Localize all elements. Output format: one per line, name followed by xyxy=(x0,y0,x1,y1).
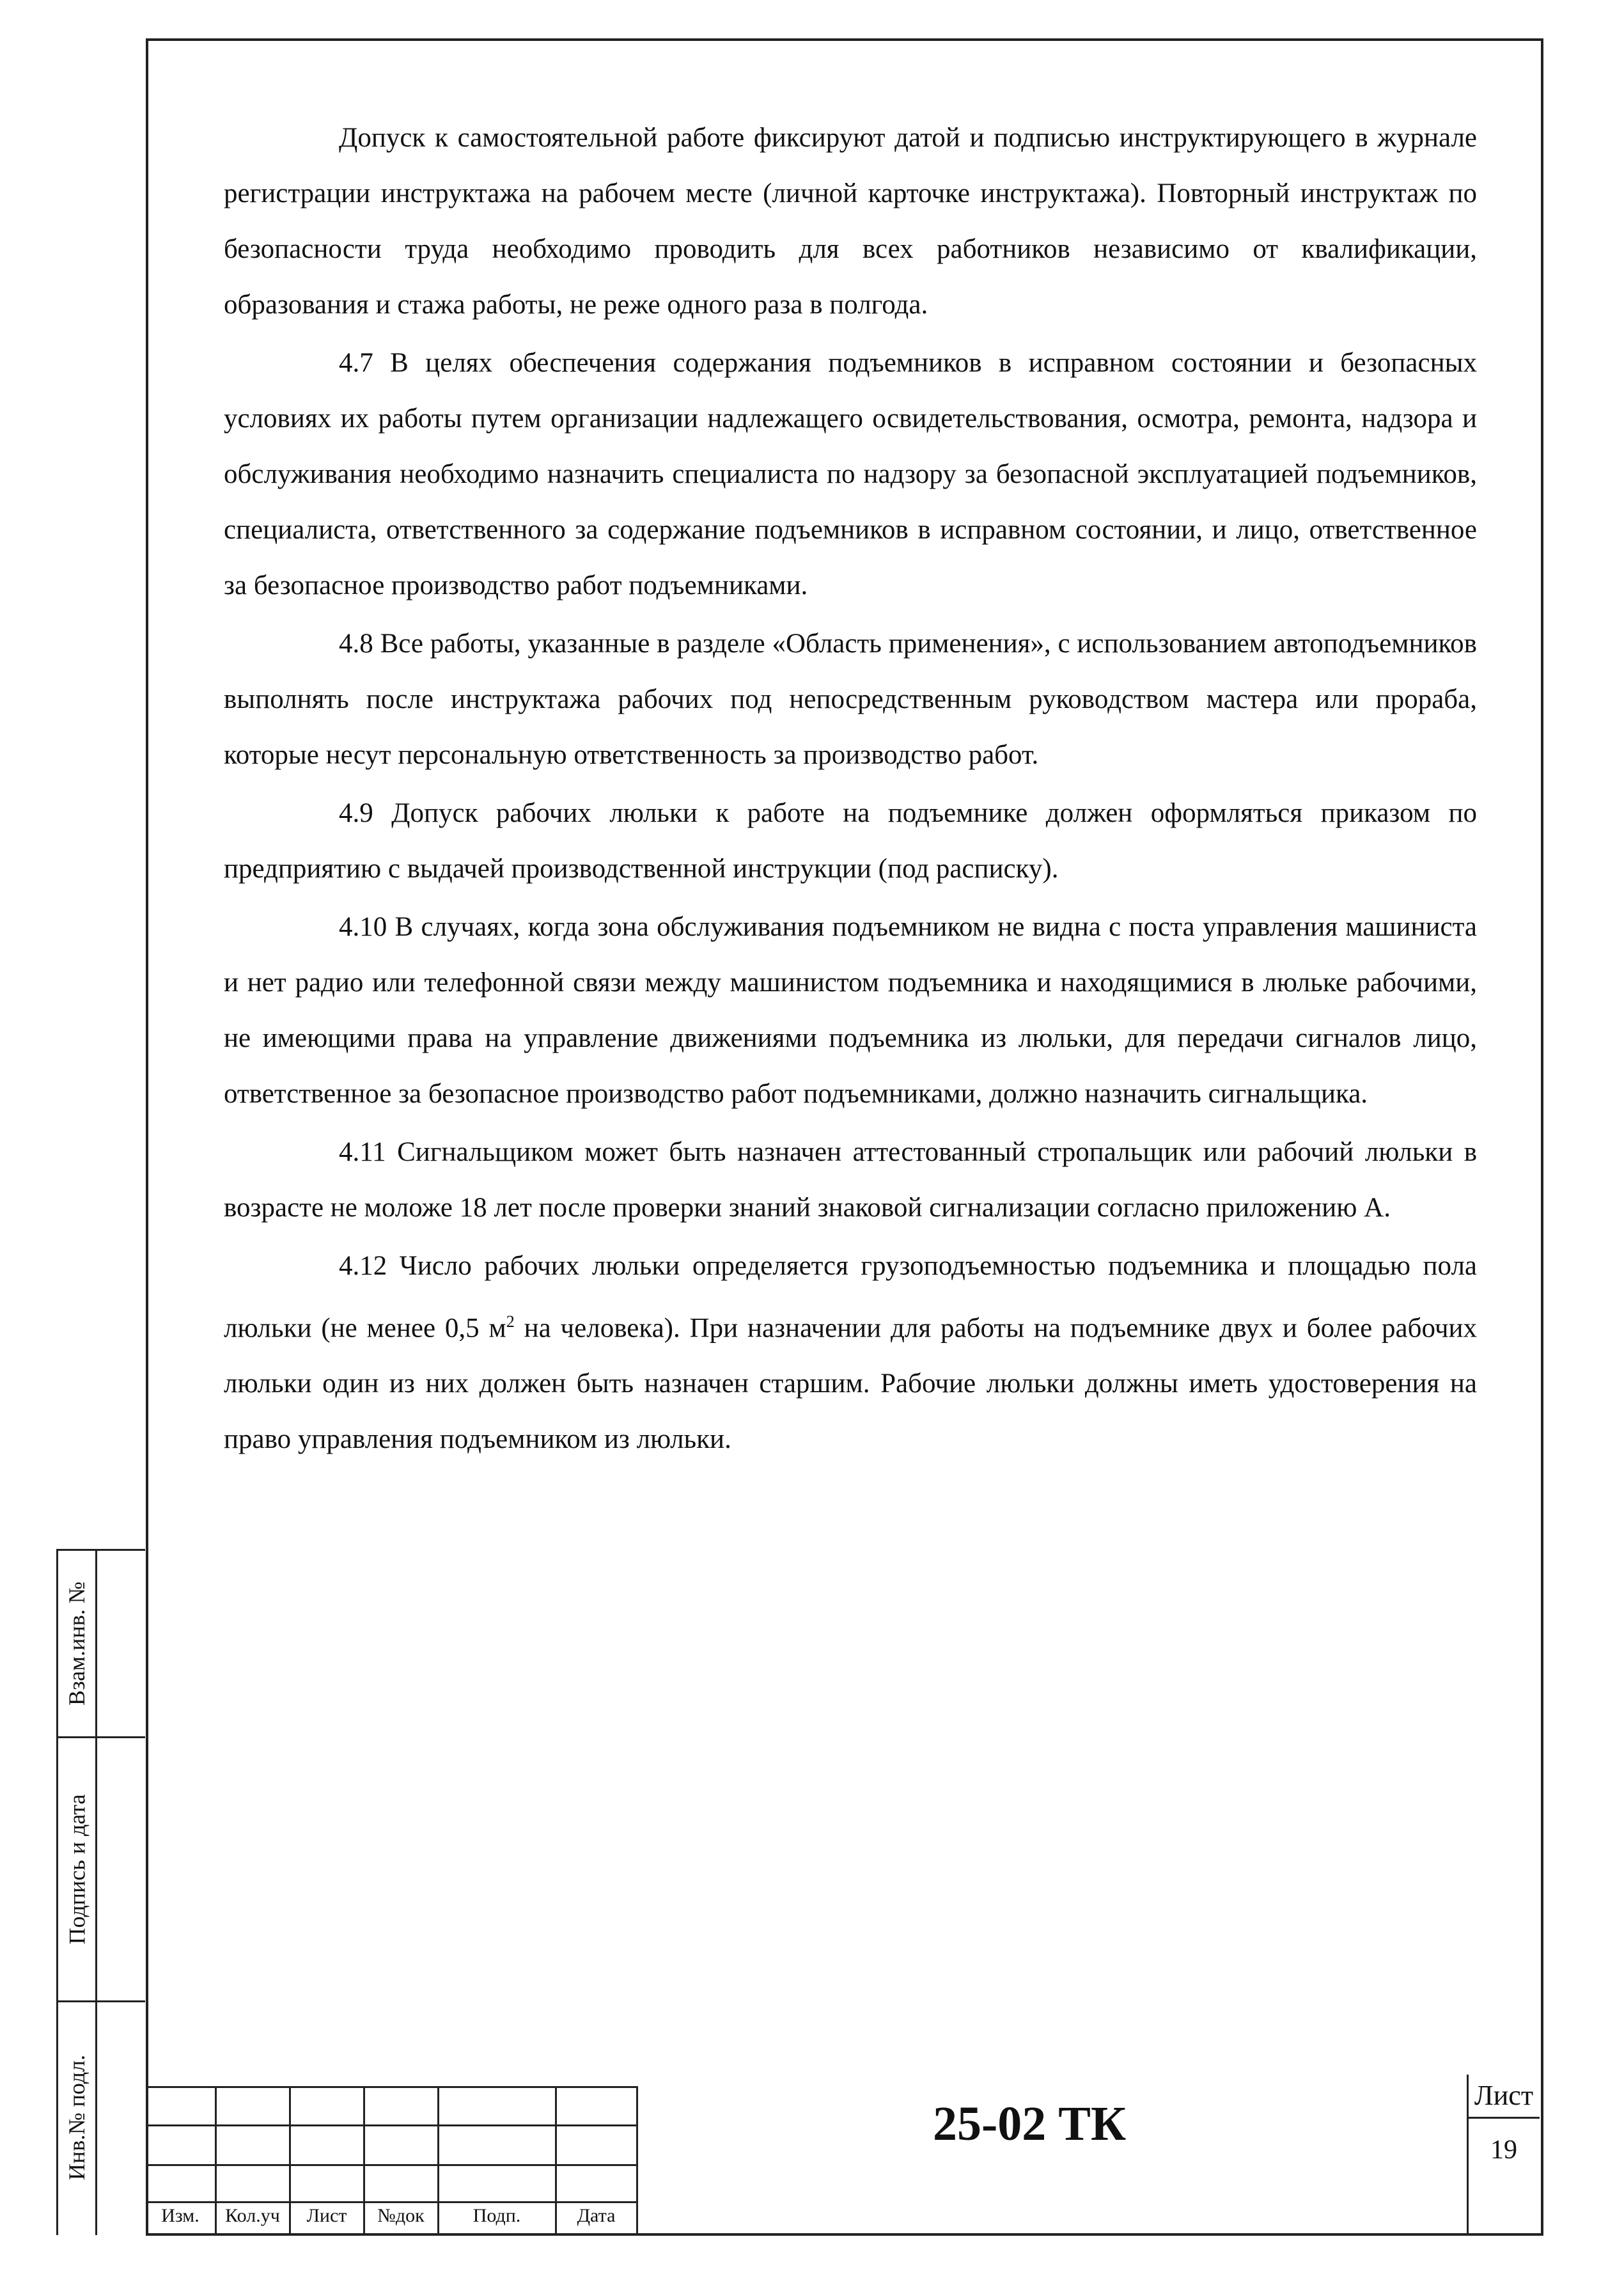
col-ndok: №док xyxy=(377,2205,425,2226)
col-kol-uch: Кол.уч xyxy=(225,2205,280,2226)
col-podp: Подп. xyxy=(472,2205,521,2226)
paragraph-admission: Допуск к самостоятельной работе фиксируют датой и подписью инструктирующего в журнале регистрации инструктажа на рабочем месте (личной карточке инструктажа). Повторный инструктаж по безопасности труда необходимо проводить для всех работников независимо от квалификации, образования и стажа работы, не реже одного раза в полгода. xyxy=(224,123,1477,320)
document-body xyxy=(224,110,1477,1467)
paragraph-4-12-part1: 4.12 Число рабочих люльки определяется грузоподъемностью подъемника и площадью пола люльки (не менее 0,5 м xyxy=(224,1251,1477,1344)
side-stamp-strip xyxy=(56,1549,145,2235)
superscript-2: 2 xyxy=(506,1312,515,1331)
paragraph-4-10: 4.10 В случаях, когда зона обслуживания подъемником не видна с поста управления машиниста и нет радио или телефонной связи между машинистом подъемника и находящимися в люльке рабочими, не имеющими права на управление движениями подъемника из люльки, для передачи сигналов лицо, ответственное за безопасное производство работ подъемниками, должно назначить сигнальщика. xyxy=(224,912,1477,1109)
paragraph-4-8: 4.8 Все работы, указанные в разделе «Область применения», с использованием автоподъемников выполнять после инструктажа рабочих под непосредственным руководством мастера или прораба, которые несут персональную ответственность за производство работ. xyxy=(224,629,1477,770)
document-code: 25-02 ТК xyxy=(932,2097,1127,2151)
sheet-label: Лист xyxy=(1468,2075,1540,2119)
title-block xyxy=(146,2086,638,2233)
col-data: Дата xyxy=(577,2205,616,2226)
signature-date-label: Подпись и дата xyxy=(64,1794,90,1945)
paragraph-4-11: 4.11 Сигнальщиком может быть назначен аттестованный стропальщик или рабочий люльки в возрасте не моложе 18 лет после проверки знаний знаковой сигнализации согласно приложению А. xyxy=(224,1137,1477,1223)
paragraph-4-9: 4.9 Допуск рабочих люльки к работе на подъемнике должен оформляться приказом по предприятию с выдачей производственной инструкции (под расписку). xyxy=(224,798,1477,884)
strip-label-inv xyxy=(58,2002,95,2233)
paragraph-4-7: 4.7 В целях обеспечения содержания подъемников в исправном состоянии и безопасных условиях их работы путем организации надлежащего освидетельствования, осмотра, ремонта, надзора и обслуживания необходимо назначить специалиста по надзору за безопасной эксплуатацией подъемников, специалиста, ответственного за содержание подъемников в исправном состоянии, и лицо, ответственное за безопасное производство работ подъемниками. xyxy=(224,348,1477,601)
paragraph-4-12-part2: на человека). При назначении для работы на подъемнике двух и более рабочих люльки один из них должен быть назначен старшим. Рабочие люльки должны иметь удостоверения на право управления подъемником из люльки. xyxy=(224,1313,1478,1455)
col-izm: Изм. xyxy=(161,2205,199,2226)
paragraph-4-12 xyxy=(224,1238,1477,1467)
strip-label-podpis xyxy=(58,1738,95,2000)
vzam-inv-label: Взам.инв. № xyxy=(64,1582,90,1706)
sheet-number: 19 xyxy=(1490,2135,1517,2165)
strip-label-vzam xyxy=(58,1551,95,1736)
page-frame-bottom xyxy=(146,2233,1541,2236)
col-list: Лист xyxy=(306,2205,347,2226)
inv-podl-label: Инв.№ подл. xyxy=(64,2054,90,2181)
